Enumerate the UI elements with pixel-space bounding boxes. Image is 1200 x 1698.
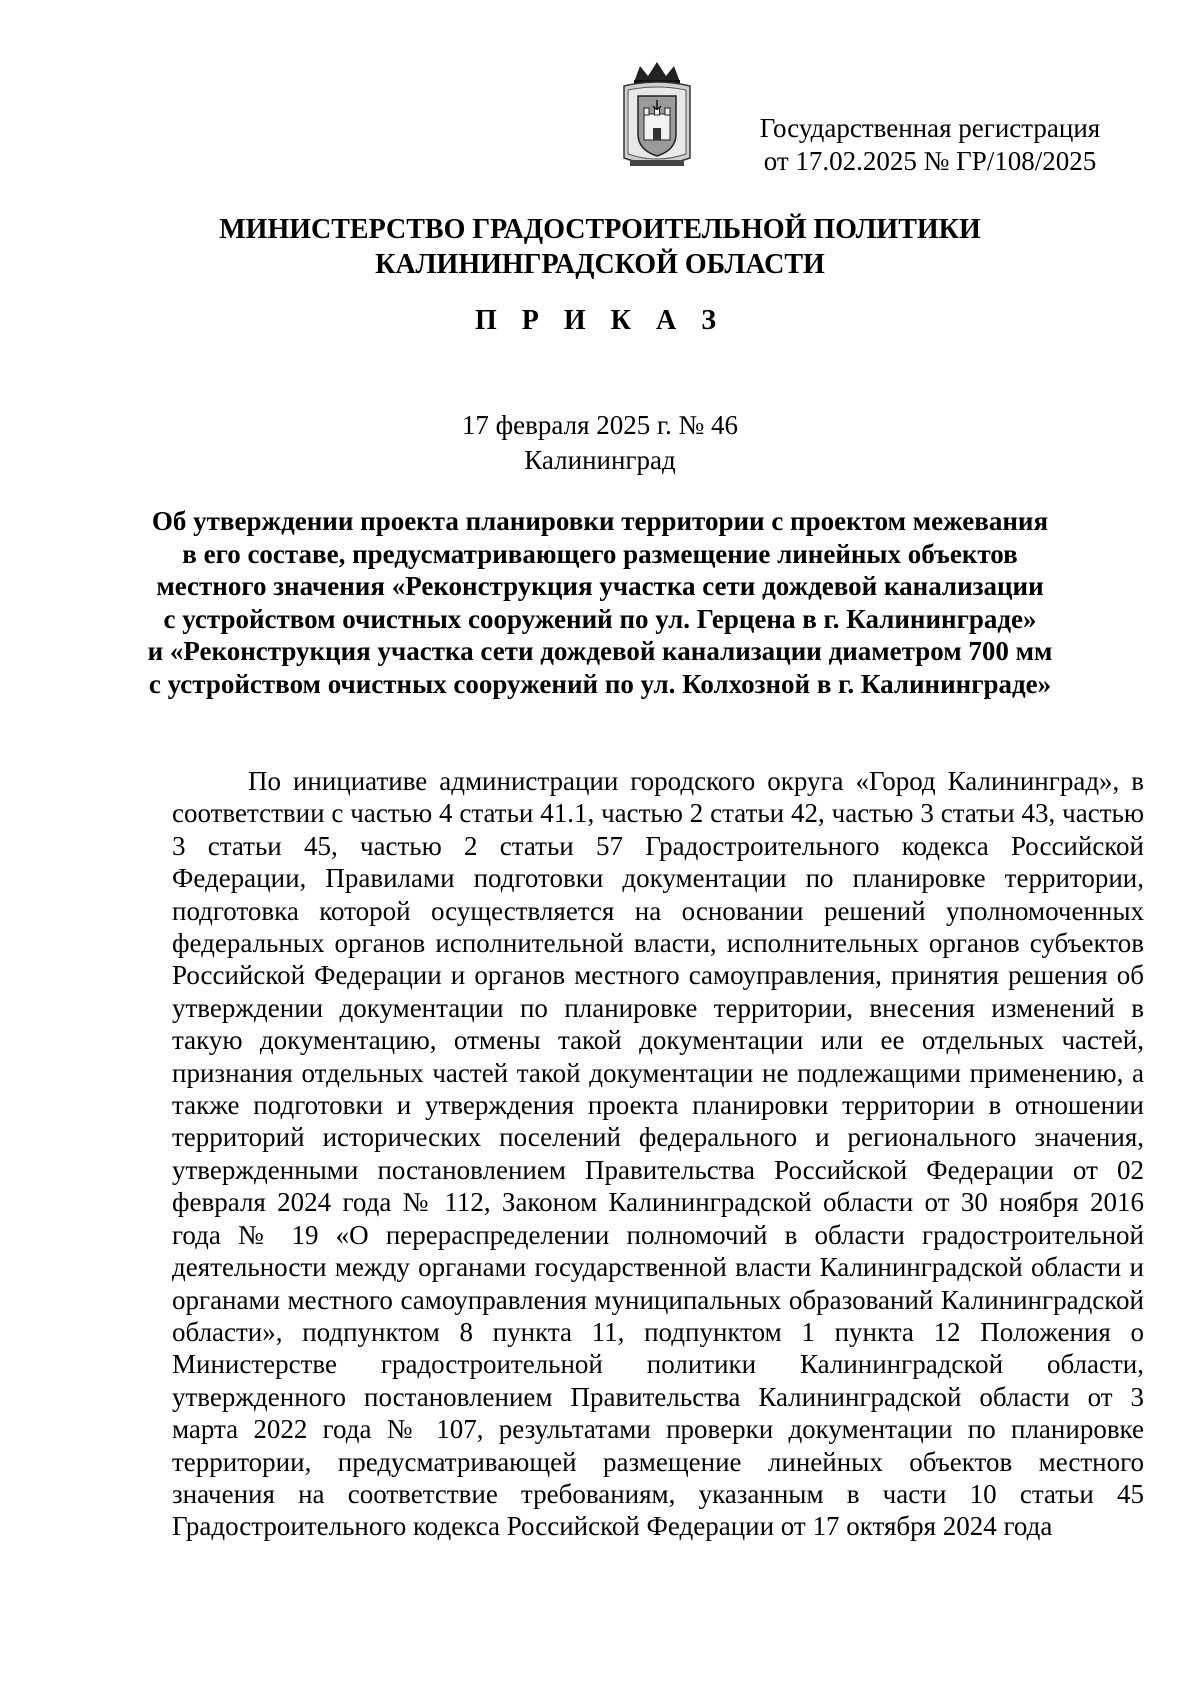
subject-line: и «Реконструкция участка сети дождевой канализации диаметром 700 мм [147, 636, 1053, 667]
body-paragraph: По инициативе администрации городского округа «Город Калининград», в соответствии с частью 4 статьи 41.1, частью 2 статьи 42, частью 3 статьи 43, частью 3 статьи 45, частью 2 статьи 57 Градостроительного кодекса Российской Федерации, Правилами подготовки документации по планировке территории, подготовка которой осуществляется на основании решений уполномоченных федеральных органов исполнительной власти, исполнительных органов субъектов Российской Федерации и органов местного самоуправления, принятия решения об утверждении документации по планировке территории, внесения изменений в такую документацию, отмены такой документации или ее отдельных частей, признания отдельных частей такой документации не подлежащими применению, а также подготовки и утверждения проекта планировки территории в отношении территорий исторических поселений федерального и регионального значения, утвержденными постановлением Правительства Российской Федерации от 02 февраля 2024 года № 112, Законом Калининградской области от 30 ноября 2016 года № 19 «О перераспределении полномочий в области градостроительной деятельности между органами государственной власти Калининградской области и органами местного самоуправления муниципальных образований Калининградской области», подпунктом 8 пункта 11, подпунктом 1 пункта 12 Положения о Министерстве градостроительной политики Калининградской области, утвержденного постановлением Правительства Калининградской области от 3 марта 2022 года № 107, результатами проверки документации по планировке территории, предусматривающей размещение линейных объектов местного значения на соответствие требованиям, указанным в части 10 статьи 45 Градостроительного кодекса Российской Федерации от 17 октября 2024 года [172, 766, 1144, 1542]
state-registration [720, 112, 1140, 178]
date-and-place [100, 408, 1100, 478]
order-subject [120, 505, 1080, 701]
order-date-number: 17 февраля 2025 г. № 46 [461, 410, 739, 440]
subject-line: Об утверждении проекта планировки территории с проектом межевания [151, 506, 1049, 536]
ministry-title-line-1: МИНИСТЕРСТВО ГРАДОСТРОИТЕЛЬНОЙ ПОЛИТИКИ [219, 214, 981, 245]
registration-line-2: от 17.02.2025 № ГР/108/2025 [763, 146, 1097, 176]
subject-line: с устройством очистных сооружений по ул. Герцена в г. Калининграде» [163, 603, 1037, 634]
document-type: П Р И К А З [475, 305, 725, 336]
ministry-title [100, 212, 1100, 282]
subject-line: с устройством очистных сооружений по ул. Колхозной в г. Калининграде» [148, 668, 1052, 699]
subject-line: местного значения «Реконструкция участка сети дождевой канализации [156, 571, 1044, 602]
coat-of-arms-icon [620, 60, 694, 170]
registration-line-1: Государственная регистрация [759, 113, 1101, 143]
ministry-title-line-2: КАЛИНИНГРАДСКОЙ ОБЛАСТИ [375, 249, 825, 280]
subject-line: в его составе, предусматривающего размещение линейных объектов [182, 538, 1018, 569]
order-place: Калининград [524, 445, 676, 475]
